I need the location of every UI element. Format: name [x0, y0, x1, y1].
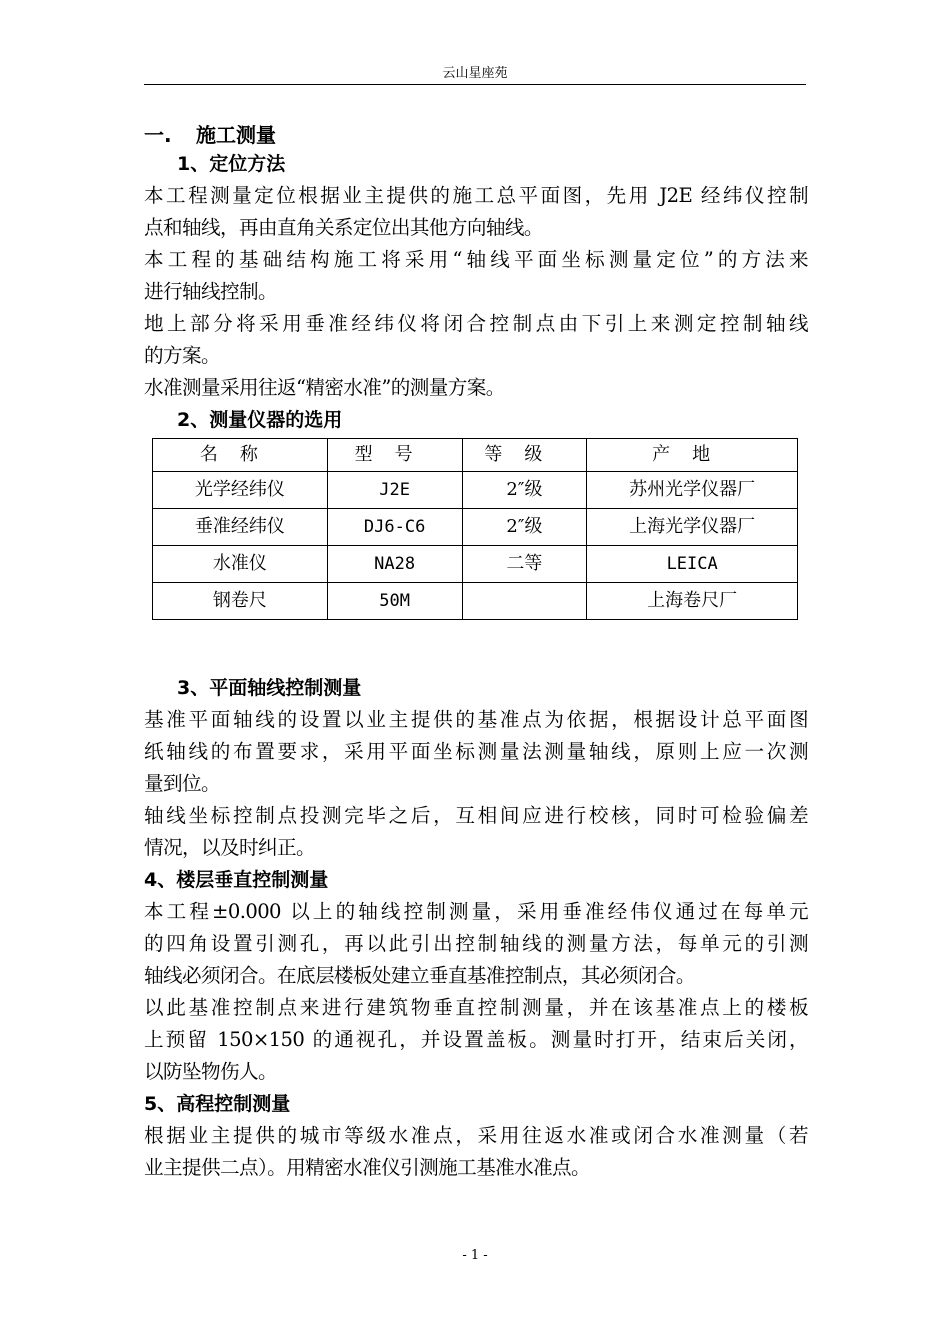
paragraph: 以防坠物伤人。 — [144, 1060, 277, 1083]
paragraph: 情况，以及时纠正。 — [144, 836, 315, 859]
column-header-origin: 产地 — [587, 439, 798, 472]
table-cell: LEICA — [587, 546, 798, 583]
section-title: 施工测量 — [196, 123, 276, 147]
table-row — [153, 472, 798, 509]
paragraph: 的四角设置引测孔，再以此引出控制轴线的测量方法，每单元的引测 — [144, 932, 808, 955]
paragraph: 业主提供二点）。用精密水准仪引测施工基准水准点。 — [144, 1156, 591, 1179]
header-rule — [144, 84, 806, 85]
paragraph: 本工程±0.000 以上的轴线控制测量，采用垂准经伟仪通过在每单元 — [144, 900, 808, 923]
paragraph: 点和轴线，再由直角关系定位出其他方向轴线。 — [144, 216, 543, 239]
paragraph: 地上部分将采用垂准经纬仪将闭合控制点由下引上来测定控制轴线 — [144, 312, 808, 335]
section-heading — [144, 122, 808, 148]
table-cell: 水准仪 — [153, 546, 328, 583]
paragraph: 根据业主提供的城市等级水准点，采用往返水准或闭合水准测量（若 — [144, 1124, 808, 1147]
table-cell: 上海卷尺厂 — [587, 583, 798, 620]
heading-positioning-method: 1、定位方法 — [177, 153, 286, 175]
table-row — [153, 583, 798, 620]
column-header-grade: 等级 — [462, 439, 587, 472]
paragraph: 以此基准控制点来进行建筑物垂直控制测量，并在该基准点上的楼板 — [144, 996, 808, 1019]
paragraph: 的方案。 — [144, 344, 220, 367]
table-cell: 光学经纬仪 — [153, 472, 328, 509]
table-cell: 苏州光学仪器厂 — [587, 472, 798, 509]
table-cell: 2″级 — [462, 472, 587, 509]
paragraph: 纸轴线的布置要求，采用平面坐标测量法测量轴线，原则上应一次测 — [144, 740, 808, 763]
section-number: 一. — [144, 123, 172, 147]
table-cell: 2″级 — [462, 509, 587, 546]
table-header-row — [153, 439, 798, 472]
page-header-title: 云山星座苑 — [442, 66, 508, 81]
document-body — [144, 122, 808, 1184]
paragraph: 轴线坐标控制点投测完毕之后，互相间应进行校核，同时可检验偏差 — [144, 804, 808, 827]
paragraph: 量到位。 — [144, 772, 220, 795]
table-cell: 钢卷尺 — [153, 583, 328, 620]
paragraph: 轴线必须闭合。在底层楼板处建立垂直基准控制点，其必须闭合。 — [144, 964, 695, 987]
page-number: - 1 - — [462, 1248, 488, 1263]
table-cell: 垂准经纬仪 — [153, 509, 328, 546]
heading-plane-axis-control: 3、平面轴线控制测量 — [177, 677, 362, 699]
paragraph: 上预留 150×150 的通视孔，并设置盖板。测量时打开，结束后关闭， — [144, 1028, 808, 1051]
table-cell: J2E — [327, 472, 462, 509]
table-cell: DJ6-C6 — [327, 509, 462, 546]
paragraph: 基准平面轴线的设置以业主提供的基准点为依据，根据设计总平面图 — [144, 708, 808, 731]
table-cell — [462, 583, 587, 620]
heading-elevation-control: 5、高程控制测量 — [144, 1093, 291, 1115]
spacer — [144, 620, 808, 672]
column-header-model: 型号 — [327, 439, 462, 472]
table-cell: 二等 — [462, 546, 587, 583]
instrument-table — [152, 438, 798, 620]
table-row — [153, 509, 798, 546]
column-header-name: 名称 — [153, 439, 328, 472]
paragraph: 本工程测量定位根据业主提供的施工总平面图，先用 J2E 经纬仪控制 — [144, 184, 808, 207]
paragraph: 进行轴线控制。 — [144, 280, 277, 303]
heading-vertical-control: 4、楼层垂直控制测量 — [144, 869, 329, 891]
table-cell: NA28 — [327, 546, 462, 583]
table-cell: 上海光学仪器厂 — [587, 509, 798, 546]
table-cell: 50M — [327, 583, 462, 620]
heading-instrument-selection: 2、测量仪器的选用 — [177, 409, 343, 431]
table-row — [153, 546, 798, 583]
paragraph: 水准测量采用往返“精密水准”的测量方案。 — [144, 376, 505, 399]
paragraph: 本工程的基础结构施工将采用“轴线平面坐标测量定位”的方法来 — [144, 248, 808, 271]
